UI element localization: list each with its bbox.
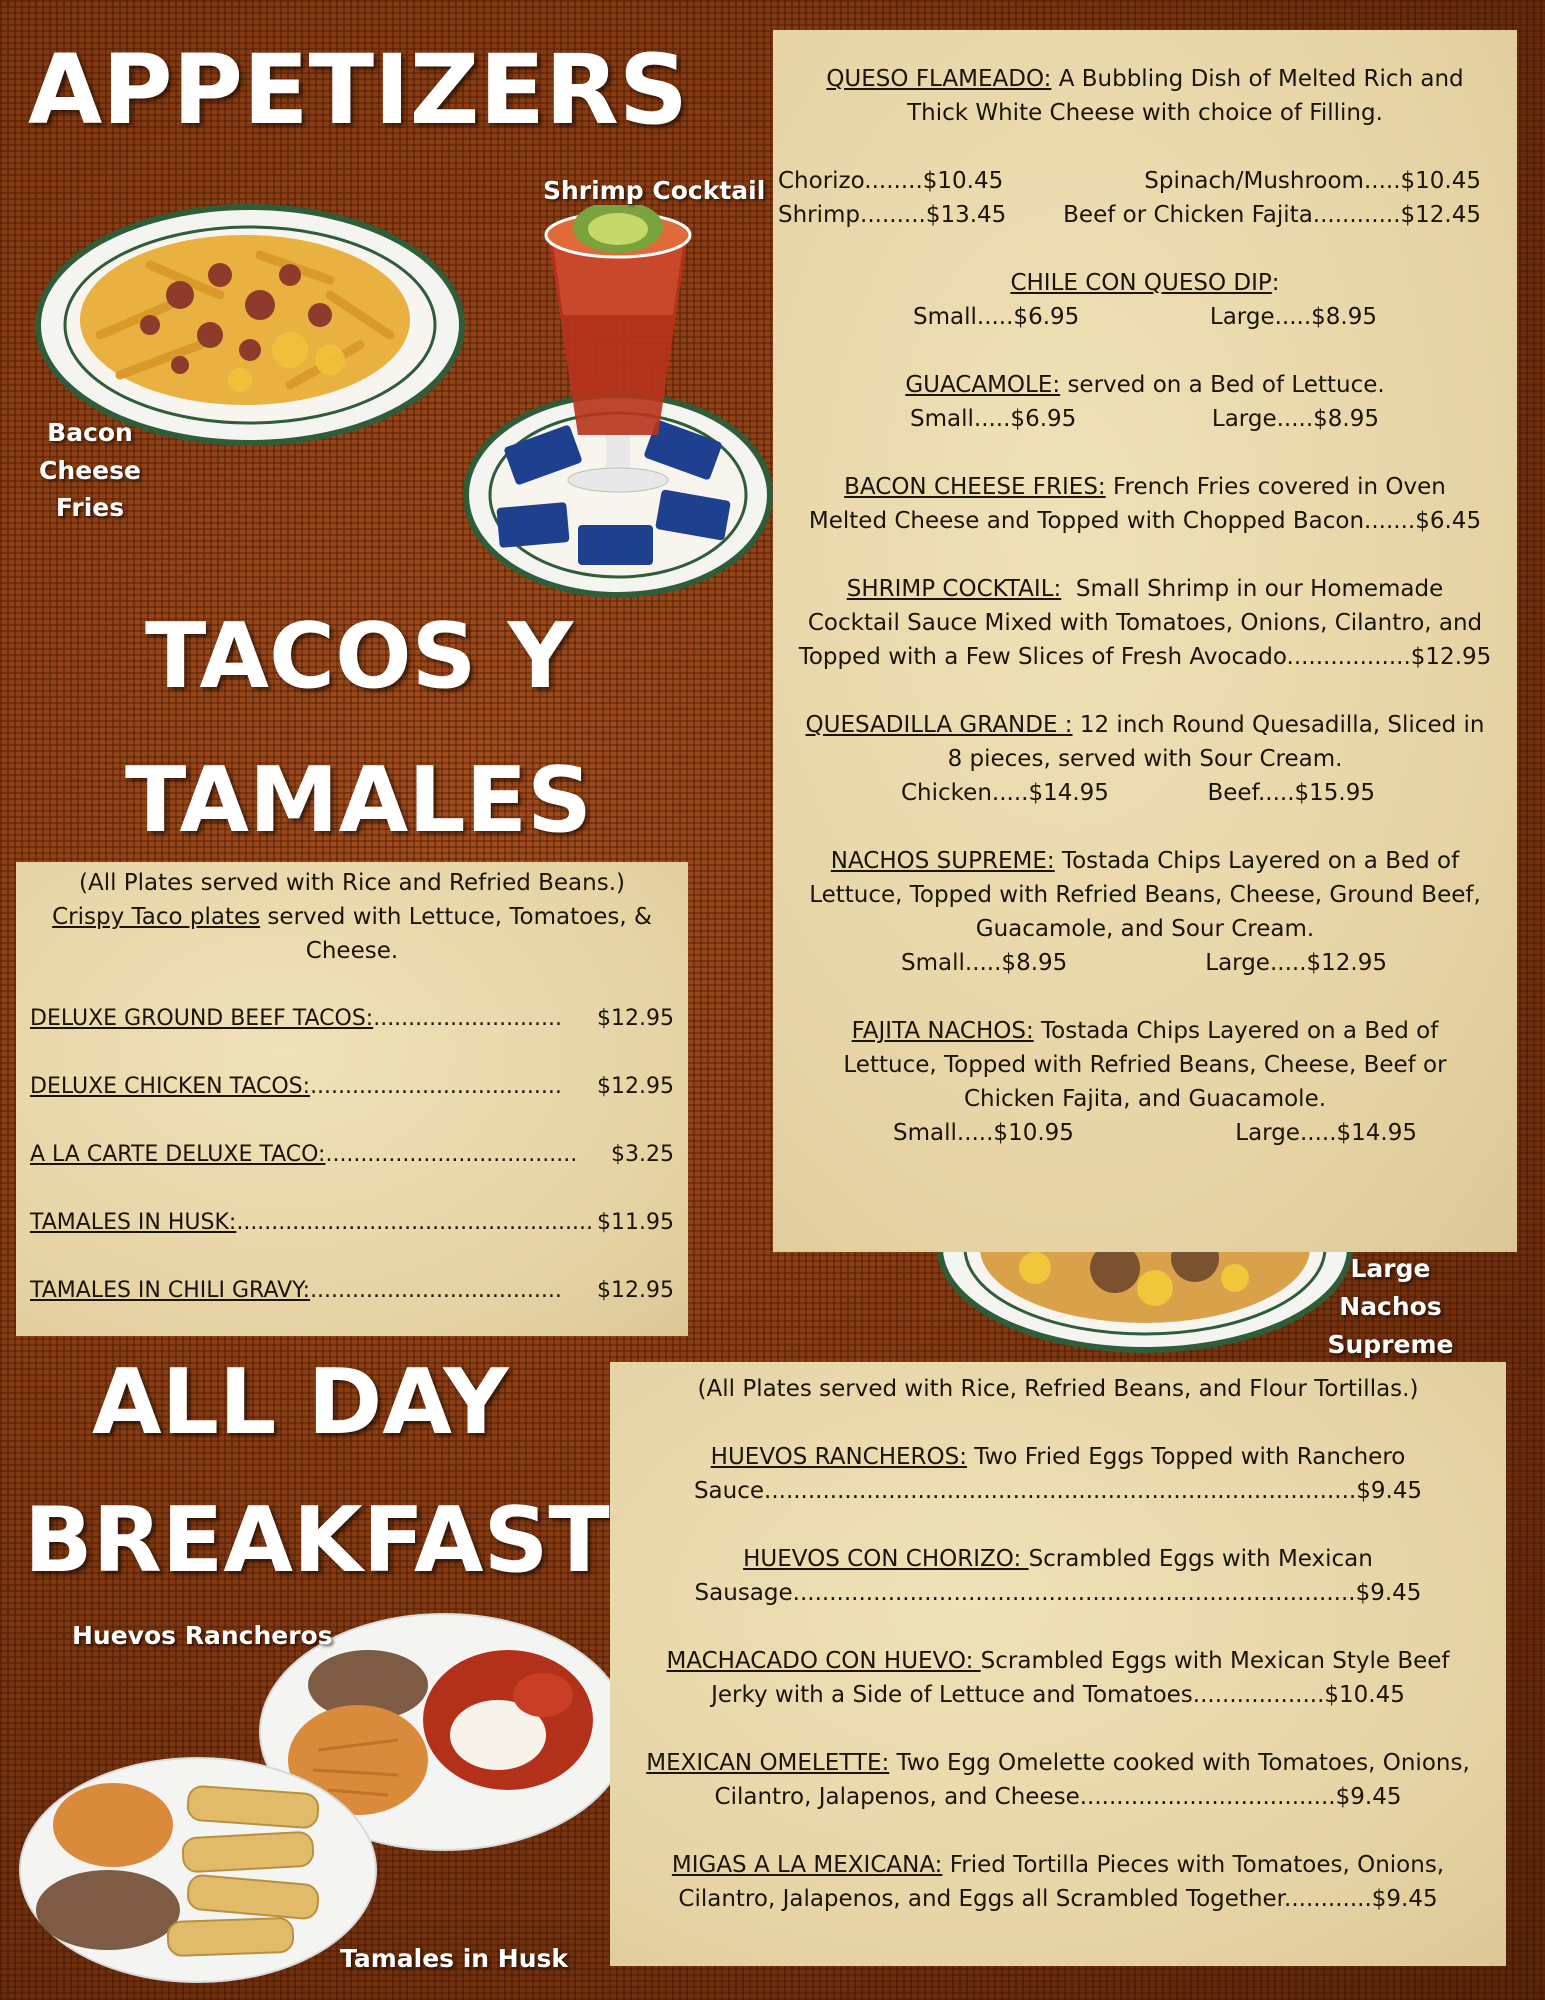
tamales-in-husk-photo [18, 1755, 378, 1985]
nachos-caption-line1: Large [1350, 1254, 1431, 1283]
breakfast-item-line2: Jerky with a Side of Lettuce and Tomatoes..................$10.45 [711, 1682, 1405, 1708]
breakfast-item-desc1: Fried Tortilla Pieces with Tomatoes, Onions, [942, 1852, 1445, 1878]
taco-item-name: TAMALES IN CHILI GRAVY: [30, 1278, 311, 1303]
nachos-desc1: Tostada Chips Layered on a Bed of [1054, 848, 1460, 874]
taco-item-name: DELUXE CHICKEN TACOS: [30, 1074, 311, 1099]
chile-name: CHILE CON QUESO DIP [1010, 270, 1272, 296]
tacos-panel [16, 862, 688, 1336]
breakfast-item-line1 [616, 1848, 1500, 1882]
breakfast-item-desc1: Scrambled Eggs with Mexican [1028, 1546, 1373, 1572]
shrimp-desc-line2: Cocktail Sauce Mixed with Tomatoes, Onions, Cilantro, and [807, 610, 1483, 636]
taco-item-name: A LA CARTE DELUXE TACO: [30, 1142, 326, 1167]
nachos-caption-line3: Supreme [1327, 1330, 1454, 1359]
fajita-desc-line1 [773, 1014, 1517, 1048]
shrimp-desc1: Small Shrimp in our Homemade [1061, 576, 1444, 602]
breakfast-item-line1 [616, 1644, 1500, 1678]
breakfast-panel [610, 1362, 1506, 1966]
shrimp-desc-line1 [773, 572, 1517, 606]
guac-prices [773, 402, 1517, 436]
queso-desc-line1 [773, 62, 1517, 96]
guac-desc: served on a Bed of Lettuce. [1060, 372, 1385, 398]
breakfast-item-line1 [616, 1746, 1500, 1780]
taco-item-price: $12.95 [597, 1074, 674, 1099]
breakfast-item-line1 [616, 1440, 1500, 1474]
bacon-desc-line1 [773, 470, 1517, 504]
breakfast-item-line2: Sauce.................................................................................$9.45 [693, 1478, 1423, 1504]
tacos-note2-rest: served with Lettuce, Tomatoes, & [260, 904, 652, 930]
taco-item-price: $3.25 [611, 1142, 674, 1167]
fajita-large: Large.....$14.95 [1235, 1120, 1417, 1146]
breakfast-item-line2: Sausage.............................................................................$9.45 [694, 1580, 1422, 1606]
chile-prices [773, 300, 1517, 334]
huevos-rancheros-caption: Huevos Rancheros [72, 1621, 333, 1650]
nachos-supreme-caption [1318, 1250, 1463, 1364]
guac-title [773, 368, 1517, 402]
tacos-note-line1: (All Plates served with Rice and Refried Beans.) [78, 870, 625, 896]
taco-item-price: $12.95 [597, 1006, 674, 1031]
queso-shrimp: Shrimp.........$13.45 [778, 202, 1007, 228]
bacon-caption-line2: Cheese Fries [39, 455, 141, 522]
quesadilla-beef: Beef.....$15.95 [1207, 780, 1375, 806]
bacon-desc1: French Fries covered in Oven [1105, 474, 1446, 500]
guac-small: Small.....$6.95 [910, 406, 1077, 432]
chile-small: Small.....$6.95 [913, 304, 1080, 330]
fajita-name: FAJITA NACHOS: [851, 1018, 1034, 1044]
taco-item [30, 1070, 674, 1104]
shrimp-name: SHRIMP COCKTAIL: [846, 576, 1062, 602]
crispy-taco-label: Crispy Taco plates [52, 904, 261, 930]
breakfast-item [616, 1440, 1500, 1508]
queso-fajita: Beef or Chicken Fajita............$12.45 [1063, 202, 1481, 228]
queso-spinach: Spinach/Mushroom.....$10.45 [1144, 168, 1481, 194]
shrimp-cocktail-caption: Shrimp Cocktail [543, 176, 766, 205]
guac-large: Large.....$8.95 [1211, 406, 1379, 432]
breakfast-item [616, 1746, 1500, 1814]
taco-item-dots: ........................... [373, 1006, 563, 1031]
bacon-caption-line1: Bacon [47, 418, 133, 447]
quesadilla-chicken: Chicken.....$14.95 [901, 780, 1109, 806]
tacos-note-line3: Cheese. [305, 938, 399, 964]
breakfast-item-line1 [616, 1542, 1500, 1576]
nachos-desc-line2: Lettuce, Topped with Refried Beans, Cheese, Ground Beef, [809, 882, 1481, 908]
queso-chorizo: Chorizo........$10.45 [778, 168, 1004, 194]
taco-item-price: $11.95 [597, 1210, 674, 1235]
breakfast-item-line2: Cilantro, Jalapenos, and Cheese...................................$9.45 [714, 1784, 1402, 1810]
breakfast-item-name: HUEVOS RANCHEROS: [710, 1444, 967, 1470]
breakfast-item-name: MACHACADO CON HUEVO: [666, 1648, 981, 1674]
nachos-desc-line1 [773, 844, 1517, 878]
queso-options-row2 [773, 198, 1517, 232]
queso-name: QUESO FLAMEADO: [826, 66, 1052, 92]
taco-item-dots: .................................... [310, 1278, 562, 1303]
breakfast-item [616, 1542, 1500, 1610]
shrimp-cocktail-photo [458, 205, 778, 600]
tacos-heading-line1: TACOS Y [145, 604, 573, 709]
taco-item-dots: ................................................... [236, 1210, 593, 1235]
nachos-caption-line2: Nachos [1339, 1292, 1442, 1321]
nachos-prices [773, 946, 1517, 980]
breakfast-note: (All Plates served with Rice, Refried Beans, and Flour Tortillas.) [697, 1376, 1419, 1402]
tamales-in-husk-caption: Tamales in Husk [340, 1944, 569, 1973]
breakfast-heading-line2: BREAKFAST [24, 1488, 610, 1593]
queso-desc-line2: Thick White Cheese with choice of Filling. [907, 100, 1383, 126]
queso-desc1: A Bubbling Dish of Melted Rich and [1051, 66, 1464, 92]
breakfast-item-desc1: Two Fried Eggs Topped with Ranchero [966, 1444, 1406, 1470]
taco-item-price: $12.95 [597, 1278, 674, 1303]
fajita-desc1: Tostada Chips Layered on a Bed of [1033, 1018, 1439, 1044]
bacon-cheese-fries-caption [3, 414, 177, 527]
chile-title [773, 266, 1517, 300]
chile-large: Large.....$8.95 [1209, 304, 1377, 330]
taco-item [30, 1274, 674, 1308]
nachos-name: NACHOS SUPREME: [830, 848, 1055, 874]
breakfast-item-name: MEXICAN OMELETTE: [646, 1750, 890, 1776]
nachos-large: Large.....$12.95 [1205, 950, 1387, 976]
breakfast-item [616, 1644, 1500, 1712]
taco-item-name: TAMALES IN HUSK: [30, 1210, 237, 1235]
tacos-heading-line2: TAMALES [125, 748, 592, 853]
breakfast-heading-line1: ALL DAY [92, 1350, 509, 1455]
taco-item [30, 1206, 674, 1240]
quesadilla-desc1: 12 inch Round Quesadilla, Sliced in [1072, 712, 1485, 738]
breakfast-item-desc1: Two Egg Omelette cooked with Tomatoes, Onions, [889, 1750, 1470, 1776]
taco-item-list [30, 1002, 674, 1308]
taco-item-dots: .................................... [325, 1142, 578, 1167]
taco-item-dots: .................................... [310, 1074, 562, 1099]
bacon-desc-line2: Melted Cheese and Topped with Chopped Bacon.......$6.45 [808, 508, 1482, 534]
queso-options-row1 [773, 164, 1517, 198]
taco-item-name: DELUXE GROUND BEEF TACOS: [30, 1006, 374, 1031]
fajita-desc-line3: Chicken Fajita, and Guacamole. [963, 1086, 1327, 1112]
chile-colon: : [1271, 270, 1280, 296]
quesadilla-desc-line2: 8 pieces, served with Sour Cream. [947, 746, 1343, 772]
quesadilla-name: QUESADILLA GRANDE : [805, 712, 1073, 738]
breakfast-item-desc1: Scrambled Eggs with Mexican Style Beef [980, 1648, 1450, 1674]
breakfast-item-line2: Cilantro, Jalapenos, and Eggs all Scrambled Together............$9.45 [678, 1886, 1438, 1912]
breakfast-item [616, 1848, 1500, 1916]
breakfast-item-name: HUEVOS CON CHORIZO: [743, 1546, 1029, 1572]
appetizers-panel [773, 30, 1517, 1252]
fajita-small: Small.....$10.95 [893, 1120, 1074, 1146]
quesadilla-prices [773, 776, 1517, 810]
taco-item [30, 1138, 674, 1172]
taco-item [30, 1002, 674, 1036]
shrimp-desc-line3: Topped with a Few Slices of Fresh Avocado.................$12.95 [798, 644, 1492, 670]
bacon-name: BACON CHEESE FRIES: [844, 474, 1106, 500]
tacos-note-line2 [30, 900, 674, 934]
fajita-prices [773, 1116, 1517, 1150]
nachos-desc-line3: Guacamole, and Sour Cream. [975, 916, 1315, 942]
appetizers-heading: APPETIZERS [28, 34, 689, 146]
guac-name: GUACAMOLE: [905, 372, 1061, 398]
nachos-small: Small.....$8.95 [901, 950, 1068, 976]
quesadilla-desc-line1 [773, 708, 1517, 742]
breakfast-item-name: MIGAS A LA MEXICANA: [671, 1852, 943, 1878]
fajita-desc-line2: Lettuce, Topped with Refried Beans, Cheese, Beef or [843, 1052, 1447, 1078]
